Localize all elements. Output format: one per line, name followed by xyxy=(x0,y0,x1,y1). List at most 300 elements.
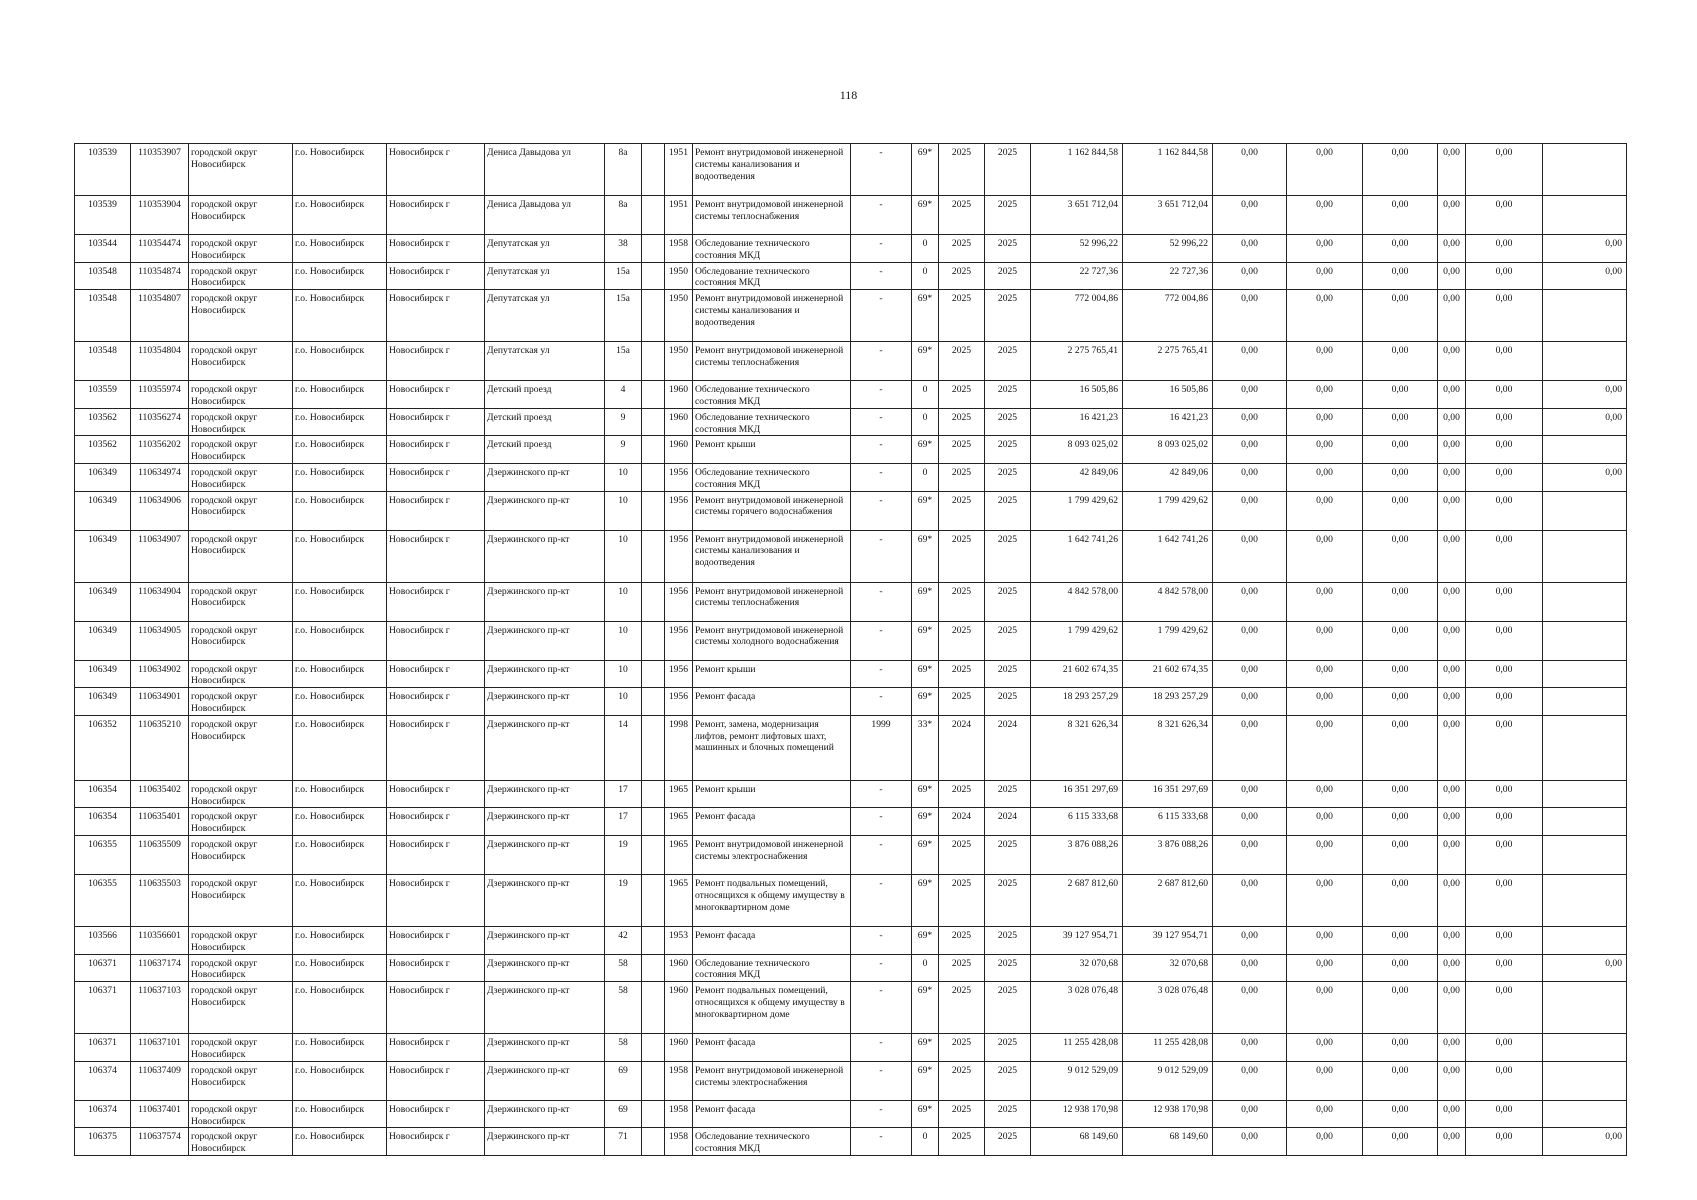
cell-total-cost: 52 996,22 xyxy=(1031,235,1123,263)
table-row xyxy=(75,874,1627,926)
cell-cost-fund: 8 093 025,02 xyxy=(1123,436,1213,464)
cell-plan-year-start: 2025 xyxy=(939,688,985,716)
cell-street: Дзержинского пр-кт xyxy=(485,835,605,874)
cell-cost-extra: 0,00 xyxy=(1543,381,1627,409)
cell-total-cost: 16 421,23 xyxy=(1031,408,1123,436)
table-row xyxy=(75,290,1627,342)
cell-last-repair-year: - xyxy=(851,780,912,808)
cell-cost-regional: 0,00 xyxy=(1287,582,1363,621)
cell-house-number: 15а xyxy=(605,342,642,381)
cell-cost-other: 0,00 xyxy=(1466,290,1543,342)
cell-cost-owners: 0,00 xyxy=(1438,290,1466,342)
cell-cost-fund: 3 876 088,26 xyxy=(1123,835,1213,874)
cell-cost-federal: 0,00 xyxy=(1213,715,1287,780)
cell-cost-fund: 1 162 844,58 xyxy=(1123,144,1213,196)
cell-cost-federal: 0,00 xyxy=(1213,982,1287,1034)
cell-district: г.о. Новосибирск xyxy=(293,582,387,621)
cell-plan-year-start: 2025 xyxy=(939,235,985,263)
cell-wear-percent: 69* xyxy=(912,491,939,530)
cell-building xyxy=(642,342,665,381)
cell-house-number: 9 xyxy=(605,408,642,436)
cell-year-built: 1950 xyxy=(665,342,693,381)
cell-row-id: 106375 xyxy=(75,1128,131,1156)
cell-district: г.о. Новосибирск xyxy=(293,463,387,491)
cell-building xyxy=(642,144,665,196)
cell-row-id: 103559 xyxy=(75,381,131,409)
cell-cost-local: 0,00 xyxy=(1363,1061,1438,1100)
cell-district: г.о. Новосибирск xyxy=(293,408,387,436)
cell-cost-regional: 0,00 xyxy=(1287,660,1363,688)
cell-cost-fund: 11 255 428,08 xyxy=(1123,1034,1213,1062)
cell-plan-year-end: 2025 xyxy=(985,1100,1031,1128)
cell-plan-year-end: 2024 xyxy=(985,715,1031,780)
cell-row-id: 103548 xyxy=(75,342,131,381)
cell-wear-percent: 69* xyxy=(912,342,939,381)
cell-municipality: городской округ Новосибирск xyxy=(189,954,293,982)
cell-year-built: 1951 xyxy=(665,196,693,235)
cell-cost-other: 0,00 xyxy=(1466,1100,1543,1128)
cell-building xyxy=(642,491,665,530)
table-row xyxy=(75,954,1627,982)
cell-cost-fund: 12 938 170,98 xyxy=(1123,1100,1213,1128)
cell-cost-other: 0,00 xyxy=(1466,1034,1543,1062)
cell-municipality: городской округ Новосибирск xyxy=(189,381,293,409)
cell-cost-local: 0,00 xyxy=(1363,342,1438,381)
cell-street: Дзержинского пр-кт xyxy=(485,688,605,716)
cell-work-type: Ремонт внутридомовой инженерной системы теплоснабжения xyxy=(693,196,851,235)
cell-year-built: 1960 xyxy=(665,954,693,982)
cell-row-id: 106355 xyxy=(75,874,131,926)
cell-district: г.о. Новосибирск xyxy=(293,381,387,409)
cell-cost-owners: 0,00 xyxy=(1438,144,1466,196)
cell-cost-extra xyxy=(1543,491,1627,530)
cell-cost-local: 0,00 xyxy=(1363,144,1438,196)
cell-cost-other: 0,00 xyxy=(1466,1061,1543,1100)
cell-cost-regional: 0,00 xyxy=(1287,874,1363,926)
cell-item-code: 110637174 xyxy=(131,954,189,982)
cell-street: Дзержинского пр-кт xyxy=(485,621,605,660)
cell-building xyxy=(642,196,665,235)
cell-item-code: 110356274 xyxy=(131,408,189,436)
cell-cost-owners: 0,00 xyxy=(1438,381,1466,409)
cell-house-number: 10 xyxy=(605,491,642,530)
cell-cost-regional: 0,00 xyxy=(1287,780,1363,808)
cell-building xyxy=(642,1128,665,1156)
cell-plan-year-end: 2025 xyxy=(985,381,1031,409)
cell-work-type: Ремонт внутридомовой инженерной системы канализования и водоотведения xyxy=(693,530,851,582)
cell-work-type: Ремонт фасада xyxy=(693,926,851,954)
cell-house-number: 69 xyxy=(605,1100,642,1128)
table-row xyxy=(75,621,1627,660)
cell-last-repair-year: - xyxy=(851,491,912,530)
cell-locality: Новосибирск г xyxy=(387,436,485,464)
cell-locality: Новосибирск г xyxy=(387,196,485,235)
cell-cost-extra xyxy=(1543,874,1627,926)
cell-cost-owners: 0,00 xyxy=(1438,715,1466,780)
table-row xyxy=(75,660,1627,688)
cell-cost-federal: 0,00 xyxy=(1213,688,1287,716)
cell-row-id: 106349 xyxy=(75,582,131,621)
cell-plan-year-end: 2025 xyxy=(985,1061,1031,1100)
cell-cost-local: 0,00 xyxy=(1363,463,1438,491)
cell-cost-extra xyxy=(1543,808,1627,836)
cell-municipality: городской округ Новосибирск xyxy=(189,436,293,464)
cell-cost-extra xyxy=(1543,1100,1627,1128)
cell-house-number: 9 xyxy=(605,436,642,464)
cell-work-type: Ремонт фасада xyxy=(693,808,851,836)
cell-wear-percent: 69* xyxy=(912,1034,939,1062)
table-row xyxy=(75,926,1627,954)
cell-house-number: 10 xyxy=(605,530,642,582)
cell-plan-year-start: 2025 xyxy=(939,381,985,409)
cell-cost-extra xyxy=(1543,144,1627,196)
cell-year-built: 1958 xyxy=(665,1128,693,1156)
cell-cost-extra xyxy=(1543,530,1627,582)
cell-municipality: городской округ Новосибирск xyxy=(189,491,293,530)
cell-municipality: городской округ Новосибирск xyxy=(189,808,293,836)
cell-house-number: 8а xyxy=(605,144,642,196)
cell-cost-federal: 0,00 xyxy=(1213,1034,1287,1062)
cell-row-id: 106349 xyxy=(75,688,131,716)
cell-cost-local: 0,00 xyxy=(1363,835,1438,874)
cell-cost-regional: 0,00 xyxy=(1287,342,1363,381)
cell-street: Дзержинского пр-кт xyxy=(485,1100,605,1128)
cell-row-id: 103562 xyxy=(75,408,131,436)
cell-street: Депутатская ул xyxy=(485,262,605,290)
cell-locality: Новосибирск г xyxy=(387,715,485,780)
cell-locality: Новосибирск г xyxy=(387,262,485,290)
cell-total-cost: 32 070,68 xyxy=(1031,954,1123,982)
cell-cost-owners: 0,00 xyxy=(1438,436,1466,464)
cell-cost-regional: 0,00 xyxy=(1287,621,1363,660)
cell-cost-fund: 2 687 812,60 xyxy=(1123,874,1213,926)
cell-cost-regional: 0,00 xyxy=(1287,1061,1363,1100)
cell-cost-federal: 0,00 xyxy=(1213,835,1287,874)
cell-house-number: 14 xyxy=(605,715,642,780)
cell-district: г.о. Новосибирск xyxy=(293,1100,387,1128)
cell-cost-regional: 0,00 xyxy=(1287,491,1363,530)
cell-cost-other: 0,00 xyxy=(1466,780,1543,808)
cell-cost-fund: 68 149,60 xyxy=(1123,1128,1213,1156)
cell-plan-year-start: 2024 xyxy=(939,808,985,836)
cell-work-type: Ремонт крыши xyxy=(693,436,851,464)
cell-cost-fund: 18 293 257,29 xyxy=(1123,688,1213,716)
cell-building xyxy=(642,436,665,464)
cell-cost-federal: 0,00 xyxy=(1213,530,1287,582)
cell-item-code: 110355974 xyxy=(131,381,189,409)
cell-wear-percent: 69* xyxy=(912,530,939,582)
cell-cost-local: 0,00 xyxy=(1363,1100,1438,1128)
cell-wear-percent: 0 xyxy=(912,381,939,409)
cell-cost-local: 0,00 xyxy=(1363,582,1438,621)
cell-cost-fund: 52 996,22 xyxy=(1123,235,1213,263)
cell-district: г.о. Новосибирск xyxy=(293,780,387,808)
cell-wear-percent: 69* xyxy=(912,780,939,808)
cell-row-id: 106374 xyxy=(75,1061,131,1100)
cell-street: Дзержинского пр-кт xyxy=(485,808,605,836)
cell-total-cost: 1 799 429,62 xyxy=(1031,621,1123,660)
cell-cost-federal: 0,00 xyxy=(1213,954,1287,982)
cell-total-cost: 18 293 257,29 xyxy=(1031,688,1123,716)
cell-municipality: городской округ Новосибирск xyxy=(189,463,293,491)
cell-cost-other: 0,00 xyxy=(1466,715,1543,780)
cell-cost-local: 0,00 xyxy=(1363,926,1438,954)
cell-total-cost: 9 012 529,09 xyxy=(1031,1061,1123,1100)
cell-plan-year-start: 2025 xyxy=(939,582,985,621)
cell-row-id: 106349 xyxy=(75,491,131,530)
cell-cost-fund: 9 012 529,09 xyxy=(1123,1061,1213,1100)
cell-district: г.о. Новосибирск xyxy=(293,491,387,530)
cell-work-type: Ремонт внутридомовой инженерной системы холодного водоснабжения xyxy=(693,621,851,660)
cell-street: Дзержинского пр-кт xyxy=(485,530,605,582)
cell-building xyxy=(642,715,665,780)
cell-locality: Новосибирск г xyxy=(387,688,485,716)
cell-street: Детский проезд xyxy=(485,381,605,409)
cell-plan-year-start: 2025 xyxy=(939,874,985,926)
cell-cost-extra xyxy=(1543,926,1627,954)
cell-plan-year-start: 2025 xyxy=(939,660,985,688)
cell-cost-owners: 0,00 xyxy=(1438,491,1466,530)
cell-district: г.о. Новосибирск xyxy=(293,874,387,926)
cell-cost-regional: 0,00 xyxy=(1287,235,1363,263)
cell-district: г.о. Новосибирск xyxy=(293,436,387,464)
cell-year-built: 1960 xyxy=(665,1034,693,1062)
cell-work-type: Обследование технического состояния МКД xyxy=(693,235,851,263)
cell-cost-federal: 0,00 xyxy=(1213,290,1287,342)
cell-cost-federal: 0,00 xyxy=(1213,1061,1287,1100)
cell-locality: Новосибирск г xyxy=(387,780,485,808)
cell-year-built: 1958 xyxy=(665,1061,693,1100)
cell-plan-year-end: 2025 xyxy=(985,463,1031,491)
cell-work-type: Ремонт фасада xyxy=(693,1100,851,1128)
cell-item-code: 110356601 xyxy=(131,926,189,954)
cell-cost-extra xyxy=(1543,196,1627,235)
cell-year-built: 1950 xyxy=(665,290,693,342)
cell-last-repair-year: - xyxy=(851,926,912,954)
cell-cost-local: 0,00 xyxy=(1363,954,1438,982)
cell-cost-federal: 0,00 xyxy=(1213,1100,1287,1128)
cell-work-type: Обследование технического состояния МКД xyxy=(693,262,851,290)
cell-street: Дениса Давыдова ул xyxy=(485,144,605,196)
cell-district: г.о. Новосибирск xyxy=(293,1128,387,1156)
cell-cost-other: 0,00 xyxy=(1466,342,1543,381)
cell-item-code: 110354807 xyxy=(131,290,189,342)
cell-house-number: 38 xyxy=(605,235,642,263)
cell-building xyxy=(642,954,665,982)
cell-cost-owners: 0,00 xyxy=(1438,688,1466,716)
cell-last-repair-year: - xyxy=(851,835,912,874)
cell-cost-fund: 6 115 333,68 xyxy=(1123,808,1213,836)
cell-work-type: Ремонт крыши xyxy=(693,660,851,688)
cell-street: Дзержинского пр-кт xyxy=(485,1128,605,1156)
cell-last-repair-year: - xyxy=(851,381,912,409)
cell-cost-local: 0,00 xyxy=(1363,982,1438,1034)
cell-total-cost: 4 842 578,00 xyxy=(1031,582,1123,621)
cell-row-id: 103539 xyxy=(75,144,131,196)
cell-building xyxy=(642,835,665,874)
cell-item-code: 110637401 xyxy=(131,1100,189,1128)
cell-locality: Новосибирск г xyxy=(387,463,485,491)
cell-wear-percent: 69* xyxy=(912,926,939,954)
cell-cost-regional: 0,00 xyxy=(1287,144,1363,196)
cell-municipality: городской округ Новосибирск xyxy=(189,1100,293,1128)
cell-cost-local: 0,00 xyxy=(1363,196,1438,235)
cell-cost-regional: 0,00 xyxy=(1287,835,1363,874)
cell-plan-year-start: 2025 xyxy=(939,780,985,808)
cell-building xyxy=(642,621,665,660)
cell-district: г.о. Новосибирск xyxy=(293,235,387,263)
cell-municipality: городской округ Новосибирск xyxy=(189,982,293,1034)
cell-locality: Новосибирск г xyxy=(387,491,485,530)
cell-year-built: 1960 xyxy=(665,982,693,1034)
cell-house-number: 42 xyxy=(605,926,642,954)
table-row xyxy=(75,808,1627,836)
cell-cost-regional: 0,00 xyxy=(1287,1100,1363,1128)
cell-row-id: 103544 xyxy=(75,235,131,263)
cell-cost-owners: 0,00 xyxy=(1438,1100,1466,1128)
table-row xyxy=(75,196,1627,235)
cell-wear-percent: 69* xyxy=(912,144,939,196)
cell-cost-regional: 0,00 xyxy=(1287,926,1363,954)
cell-row-id: 103566 xyxy=(75,926,131,954)
cell-street: Дзержинского пр-кт xyxy=(485,660,605,688)
cell-cost-fund: 16 505,86 xyxy=(1123,381,1213,409)
table-row xyxy=(75,530,1627,582)
cell-cost-regional: 0,00 xyxy=(1287,982,1363,1034)
cell-last-repair-year: 1999 xyxy=(851,715,912,780)
cell-cost-regional: 0,00 xyxy=(1287,954,1363,982)
cell-plan-year-start: 2025 xyxy=(939,290,985,342)
cell-locality: Новосибирск г xyxy=(387,1061,485,1100)
cell-house-number: 58 xyxy=(605,982,642,1034)
cell-plan-year-start: 2025 xyxy=(939,436,985,464)
cell-work-type: Ремонт фасада xyxy=(693,688,851,716)
cell-house-number: 8а xyxy=(605,196,642,235)
cell-plan-year-end: 2025 xyxy=(985,342,1031,381)
cell-cost-extra xyxy=(1543,1061,1627,1100)
cell-district: г.о. Новосибирск xyxy=(293,530,387,582)
cell-plan-year-start: 2025 xyxy=(939,621,985,660)
cell-year-built: 1956 xyxy=(665,491,693,530)
cell-wear-percent: 69* xyxy=(912,982,939,1034)
cell-year-built: 1998 xyxy=(665,715,693,780)
cell-house-number: 19 xyxy=(605,874,642,926)
cell-wear-percent: 0 xyxy=(912,954,939,982)
cell-cost-extra: 0,00 xyxy=(1543,1128,1627,1156)
cell-item-code: 110634904 xyxy=(131,582,189,621)
cell-cost-federal: 0,00 xyxy=(1213,491,1287,530)
cell-plan-year-end: 2025 xyxy=(985,1128,1031,1156)
cell-house-number: 4 xyxy=(605,381,642,409)
cell-district: г.о. Новосибирск xyxy=(293,262,387,290)
cell-locality: Новосибирск г xyxy=(387,808,485,836)
cell-row-id: 106374 xyxy=(75,1100,131,1128)
cell-cost-fund: 3 651 712,04 xyxy=(1123,196,1213,235)
cell-cost-local: 0,00 xyxy=(1363,715,1438,780)
cell-plan-year-end: 2025 xyxy=(985,491,1031,530)
cell-municipality: городской округ Новосибирск xyxy=(189,874,293,926)
cell-plan-year-end: 2025 xyxy=(985,235,1031,263)
cell-work-type: Ремонт внутридомовой инженерной системы электроснабжения xyxy=(693,835,851,874)
cell-building xyxy=(642,463,665,491)
cell-year-built: 1965 xyxy=(665,808,693,836)
cell-year-built: 1965 xyxy=(665,780,693,808)
table-row xyxy=(75,1128,1627,1156)
cell-cost-federal: 0,00 xyxy=(1213,621,1287,660)
cell-total-cost: 1 642 741,26 xyxy=(1031,530,1123,582)
cell-year-built: 1956 xyxy=(665,621,693,660)
cell-last-repair-year: - xyxy=(851,688,912,716)
cell-cost-extra: 0,00 xyxy=(1543,408,1627,436)
cell-cost-other: 0,00 xyxy=(1466,621,1543,660)
cell-last-repair-year: - xyxy=(851,463,912,491)
cell-cost-fund: 1 642 741,26 xyxy=(1123,530,1213,582)
cell-house-number: 17 xyxy=(605,780,642,808)
cell-cost-other: 0,00 xyxy=(1466,1128,1543,1156)
cell-cost-local: 0,00 xyxy=(1363,780,1438,808)
cell-item-code: 110634905 xyxy=(131,621,189,660)
cell-district: г.о. Новосибирск xyxy=(293,715,387,780)
cell-item-code: 110637409 xyxy=(131,1061,189,1100)
cell-house-number: 58 xyxy=(605,954,642,982)
cell-last-repair-year: - xyxy=(851,874,912,926)
cell-building xyxy=(642,1034,665,1062)
cell-plan-year-start: 2025 xyxy=(939,144,985,196)
cell-locality: Новосибирск г xyxy=(387,1128,485,1156)
cell-cost-extra: 0,00 xyxy=(1543,463,1627,491)
cell-plan-year-end: 2025 xyxy=(985,926,1031,954)
cell-cost-federal: 0,00 xyxy=(1213,808,1287,836)
cell-cost-other: 0,00 xyxy=(1466,835,1543,874)
cell-cost-regional: 0,00 xyxy=(1287,463,1363,491)
cell-cost-local: 0,00 xyxy=(1363,290,1438,342)
cell-street: Дениса Давыдова ул xyxy=(485,196,605,235)
cell-cost-local: 0,00 xyxy=(1363,621,1438,660)
cell-wear-percent: 69* xyxy=(912,874,939,926)
cell-locality: Новосибирск г xyxy=(387,926,485,954)
cell-cost-extra xyxy=(1543,780,1627,808)
cell-last-repair-year: - xyxy=(851,436,912,464)
cell-total-cost: 1 799 429,62 xyxy=(1031,491,1123,530)
cell-street: Дзержинского пр-кт xyxy=(485,715,605,780)
table-row xyxy=(75,1100,1627,1128)
cell-wear-percent: 0 xyxy=(912,1128,939,1156)
cell-plan-year-start: 2025 xyxy=(939,1100,985,1128)
cell-cost-federal: 0,00 xyxy=(1213,235,1287,263)
cell-wear-percent: 0 xyxy=(912,463,939,491)
cell-street: Дзержинского пр-кт xyxy=(485,463,605,491)
cell-plan-year-start: 2025 xyxy=(939,1061,985,1100)
cell-year-built: 1960 xyxy=(665,436,693,464)
cell-total-cost: 11 255 428,08 xyxy=(1031,1034,1123,1062)
cell-cost-regional: 0,00 xyxy=(1287,290,1363,342)
cell-year-built: 1965 xyxy=(665,835,693,874)
cell-last-repair-year: - xyxy=(851,290,912,342)
cell-work-type: Ремонт внутридомовой инженерной системы канализования и водоотведения xyxy=(693,290,851,342)
cell-total-cost: 2 687 812,60 xyxy=(1031,874,1123,926)
cell-cost-owners: 0,00 xyxy=(1438,982,1466,1034)
cell-plan-year-end: 2025 xyxy=(985,196,1031,235)
cell-municipality: городской округ Новосибирск xyxy=(189,144,293,196)
cell-locality: Новосибирск г xyxy=(387,835,485,874)
cell-total-cost: 772 004,86 xyxy=(1031,290,1123,342)
cell-total-cost: 2 275 765,41 xyxy=(1031,342,1123,381)
cell-cost-other: 0,00 xyxy=(1466,926,1543,954)
cell-cost-extra xyxy=(1543,982,1627,1034)
cell-last-repair-year: - xyxy=(851,582,912,621)
cell-cost-owners: 0,00 xyxy=(1438,262,1466,290)
cell-street: Дзержинского пр-кт xyxy=(485,874,605,926)
